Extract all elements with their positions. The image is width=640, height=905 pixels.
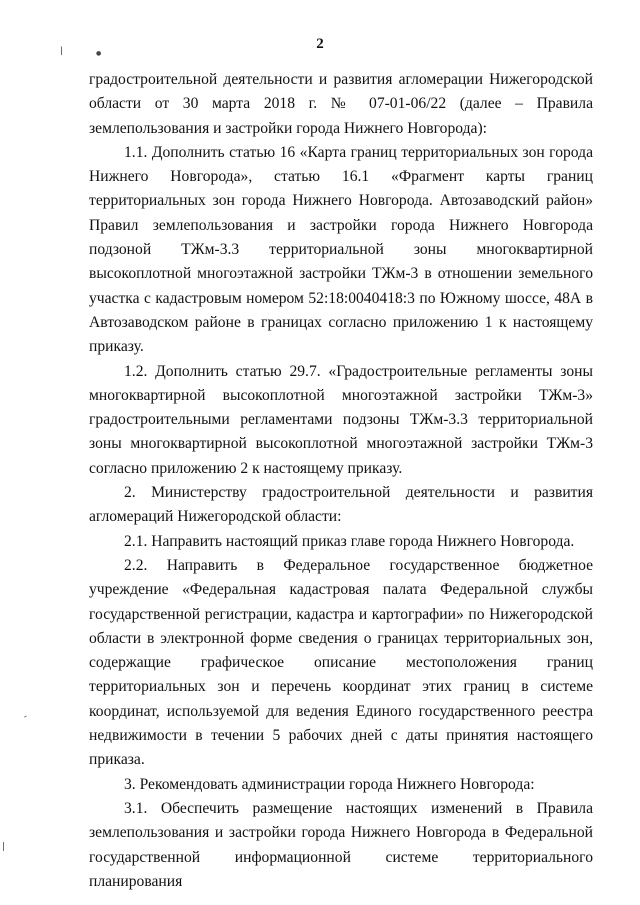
paragraph-1-2: 1.2. Дополнить статью 29.7. «Градостроительные регламенты зоны многоквартирной высокоплотной многоэтажной застройки ТЖм-3» градостроительными регламентами подзоны ТЖм-3.3 территориальной зоны многоквартирной высокоплотной многоэтажной застройки ТЖм-3 согласно приложению 2 к настоящему приказу. — [89, 362, 593, 477]
scan-mark: ● — [96, 50, 102, 57]
paragraph-3: 3. Рекомендовать администрации города Нижнего Новгорода: — [124, 775, 535, 793]
paragraph-3-1: 3.1. Обеспечить размещение настоящих изменений в Правила землепользования и застройки города Нижнего Новгорода в Федеральной государственной информационной системе территориального планирования — [89, 799, 593, 890]
page-number: 2 — [316, 36, 324, 52]
paragraph-2-1: 2.1. Направить настоящий приказ главе города Нижнего Новгорода. — [124, 532, 575, 550]
scan-mark: / — [58, 45, 66, 58]
scan-mark: | — [2, 842, 6, 852]
paragraph-1-1: 1.1. Дополнить статью 16 «Карта границ территориальных зон города Нижнего Новгорода», статью 16.1 «Фрагмент карты границ территориальных зон города Нижнего Новгорода. Автозаводский район» Правил землепользования и застройки города Нижнего Новгорода подзоной ТЖм-3.3 территориальной зоны многоквартирной высокоплотной многоэтажной застройки ТЖм-3 в отношении земельного участка с кадастровым номером 52:18:0040418:3 по Южному шоссе, 48А в Автозаводском районе в границах согласно приложению 1 к настоящему приказу. — [89, 143, 593, 356]
scan-mark: - — [21, 711, 30, 723]
document-body — [89, 68, 593, 894]
paragraph-2: 2. Министерству градостроительной деятельности и развития агломераций Нижегородской области: — [89, 484, 593, 526]
paragraph-continuation: градостроительной деятельности и развития агломерации Нижегородской области от 30 марта 2018 г. № 07-01-06/22 (далее – Правила землепользования и застройки города Нижнего Новгорода): — [89, 71, 593, 137]
paragraph-2-2: 2.2. Направить в Федеральное государственное бюджетное учреждение «Федеральная кадастровая палата Федеральной службы государственной регистрации, кадастра и картографии» по Нижегородской области в электронной форме сведения о границах территориальных зон, содержащие графическое описание местоположения границ территориальных зон и перечень координат этих границ в системе координат, используемой для ведения Единого государственного реестра недвижимости в течении 5 рабочих дней с даты принятия настоящего приказа. — [89, 556, 593, 769]
